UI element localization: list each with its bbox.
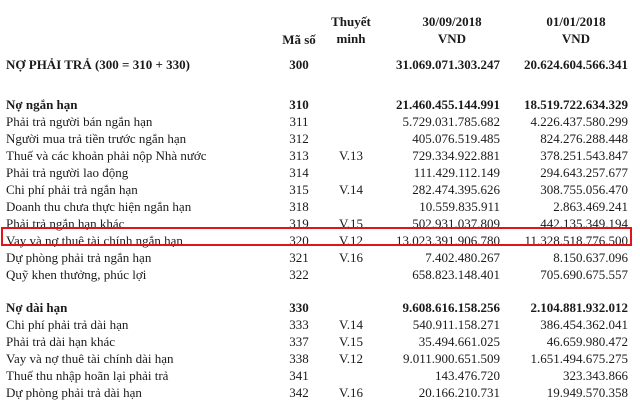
row-value-01-01-2018: 1.651.494.675.275 — [530, 351, 628, 366]
row-value-01-01-2018: 442.135.349.194 — [540, 216, 628, 231]
row-label: Nợ dài hạn — [6, 300, 68, 315]
row-value-30-09-2018: 502.931.037.809 — [412, 216, 500, 231]
row-code: 330 — [289, 300, 309, 315]
row-value-01-01-2018: 2.863.469.241 — [553, 199, 628, 214]
header-date-1: 30/09/2018 — [422, 14, 482, 29]
table-row — [0, 299, 640, 316]
row-code: 319 — [289, 216, 309, 231]
row-note: V.15 — [339, 216, 363, 231]
row-code: 313 — [289, 148, 309, 163]
row-value-30-09-2018: 10.559.835.911 — [419, 199, 500, 214]
header-note-line1: Thuyết — [331, 14, 371, 29]
row-code: 320 — [289, 233, 309, 248]
table-row — [0, 96, 640, 113]
row-label: Phải trả ngắn hạn khác — [6, 216, 125, 231]
table-row — [0, 384, 640, 401]
row-value-01-01-2018: 19.949.570.358 — [546, 385, 628, 400]
row-code: 314 — [289, 165, 309, 180]
row-label: Phải trả dài hạn khác — [6, 334, 116, 349]
row-label: Thuế và các khoản phải nộp Nhà nước — [6, 148, 207, 163]
row-code: 342 — [289, 385, 309, 400]
row-value-01-01-2018: 705.690.675.557 — [540, 267, 628, 282]
row-value-01-01-2018: 323.343.866 — [563, 368, 628, 383]
table-row — [0, 113, 640, 130]
row-value-30-09-2018: 405.076.519.485 — [412, 131, 500, 146]
table-row — [0, 164, 640, 181]
row-value-30-09-2018: 111.429.112.149 — [413, 165, 500, 180]
row-value-01-01-2018: 4.226.437.580.299 — [530, 114, 628, 129]
table-row — [0, 147, 640, 164]
row-code: 321 — [289, 250, 309, 265]
row-label: NỢ PHẢI TRẢ (300 = 310 + 330) — [6, 57, 190, 72]
table-row — [0, 249, 640, 266]
row-label: Dự phòng phải trả dài hạn — [6, 385, 142, 400]
table-row — [0, 333, 640, 350]
row-label: Doanh thu chưa thực hiện ngắn hạn — [6, 199, 192, 214]
row-value-30-09-2018: 9.011.900.651.509 — [402, 351, 500, 366]
row-value-30-09-2018: 5.729.031.785.682 — [402, 114, 500, 129]
row-value-01-01-2018: 378.251.543.847 — [540, 148, 628, 163]
row-code: 341 — [289, 368, 309, 383]
row-label: Thuế thu nhập hoãn lại phải trả — [6, 368, 169, 383]
row-value-30-09-2018: 9.608.616.158.256 — [402, 300, 500, 315]
header-note-line2: minh — [336, 31, 366, 46]
row-code: 322 — [289, 267, 309, 282]
table-row — [0, 56, 640, 73]
table-row — [0, 350, 640, 367]
row-value-01-01-2018: 2.104.881.932.012 — [530, 300, 628, 315]
row-value-01-01-2018: 8.150.637.096 — [553, 250, 628, 265]
row-value-01-01-2018: 11.328.518.776.500 — [524, 233, 628, 248]
row-value-30-09-2018: 7.402.480.267 — [425, 250, 500, 265]
row-code: 318 — [289, 199, 309, 214]
row-note: V.13 — [339, 148, 363, 163]
row-value-01-01-2018: 824.276.288.448 — [540, 131, 628, 146]
row-code: 312 — [289, 131, 309, 146]
row-code: 337 — [289, 334, 309, 349]
row-code: 300 — [289, 57, 309, 72]
header-currency-1: VND — [437, 31, 467, 46]
row-value-30-09-2018: 540.911.158.271 — [412, 317, 500, 332]
header-date-2: 01/01/2018 — [546, 14, 606, 29]
row-value-01-01-2018: 46.659.980.472 — [546, 334, 628, 349]
row-value-01-01-2018: 20.624.604.566.341 — [524, 57, 628, 72]
row-code: 333 — [289, 317, 309, 332]
row-note: V.12 — [339, 351, 363, 366]
table-row — [0, 130, 640, 147]
row-value-01-01-2018: 294.643.257.677 — [540, 165, 628, 180]
row-code: 338 — [289, 351, 309, 366]
row-code: 311 — [289, 114, 309, 129]
row-label: Dự phòng phải trả ngắn hạn — [6, 250, 152, 265]
row-label: Chi phí phải trả dài hạn — [6, 317, 129, 332]
row-value-30-09-2018: 282.474.395.626 — [412, 182, 500, 197]
row-value-30-09-2018: 21.460.455.144.991 — [396, 97, 500, 112]
highlight-box — [1, 227, 632, 246]
row-value-30-09-2018: 658.823.148.401 — [412, 267, 500, 282]
table-row — [0, 316, 640, 333]
row-note: V.15 — [339, 334, 363, 349]
row-label: Vay và nợ thuê tài chính dài hạn — [6, 351, 174, 366]
row-value-01-01-2018: 18.519.722.634.329 — [524, 97, 628, 112]
row-value-30-09-2018: 13.023.391.906.780 — [396, 233, 500, 248]
header-currency-2: VND — [561, 31, 591, 46]
row-label: Chi phí phải trả ngắn hạn — [6, 182, 138, 197]
row-note: V.14 — [339, 182, 363, 197]
row-value-01-01-2018: 308.755.056.470 — [540, 182, 628, 197]
row-value-30-09-2018: 729.334.922.881 — [412, 148, 500, 163]
table-header — [0, 0, 640, 50]
row-label: Phải trả người bán ngắn hạn — [6, 114, 153, 129]
row-note: V.14 — [339, 317, 363, 332]
row-label: Người mua trả tiền trước ngắn hạn — [6, 131, 187, 146]
table-row — [0, 181, 640, 198]
row-note: V.12 — [339, 233, 363, 248]
header-code: Mã số — [282, 32, 316, 47]
table-row — [0, 367, 640, 384]
row-note: V.16 — [339, 385, 363, 400]
table-row — [0, 266, 640, 283]
row-label: Quỹ khen thưởng, phúc lợi — [6, 267, 147, 282]
row-label: Vay và nợ thuê tài chính ngắn hạn — [6, 233, 183, 248]
row-value-30-09-2018: 20.166.210.731 — [418, 385, 500, 400]
row-value-30-09-2018: 35.494.661.025 — [418, 334, 500, 349]
row-code: 310 — [289, 97, 309, 112]
row-note: V.16 — [339, 250, 363, 265]
row-value-01-01-2018: 386.454.362.041 — [540, 317, 628, 332]
row-value-30-09-2018: 143.476.720 — [435, 368, 500, 383]
row-label: Nợ ngắn hạn — [6, 97, 78, 112]
row-code: 315 — [289, 182, 309, 197]
row-label: Phải trả người lao động — [6, 165, 129, 180]
row-value-30-09-2018: 31.069.071.303.247 — [396, 57, 500, 72]
table-row — [0, 198, 640, 215]
